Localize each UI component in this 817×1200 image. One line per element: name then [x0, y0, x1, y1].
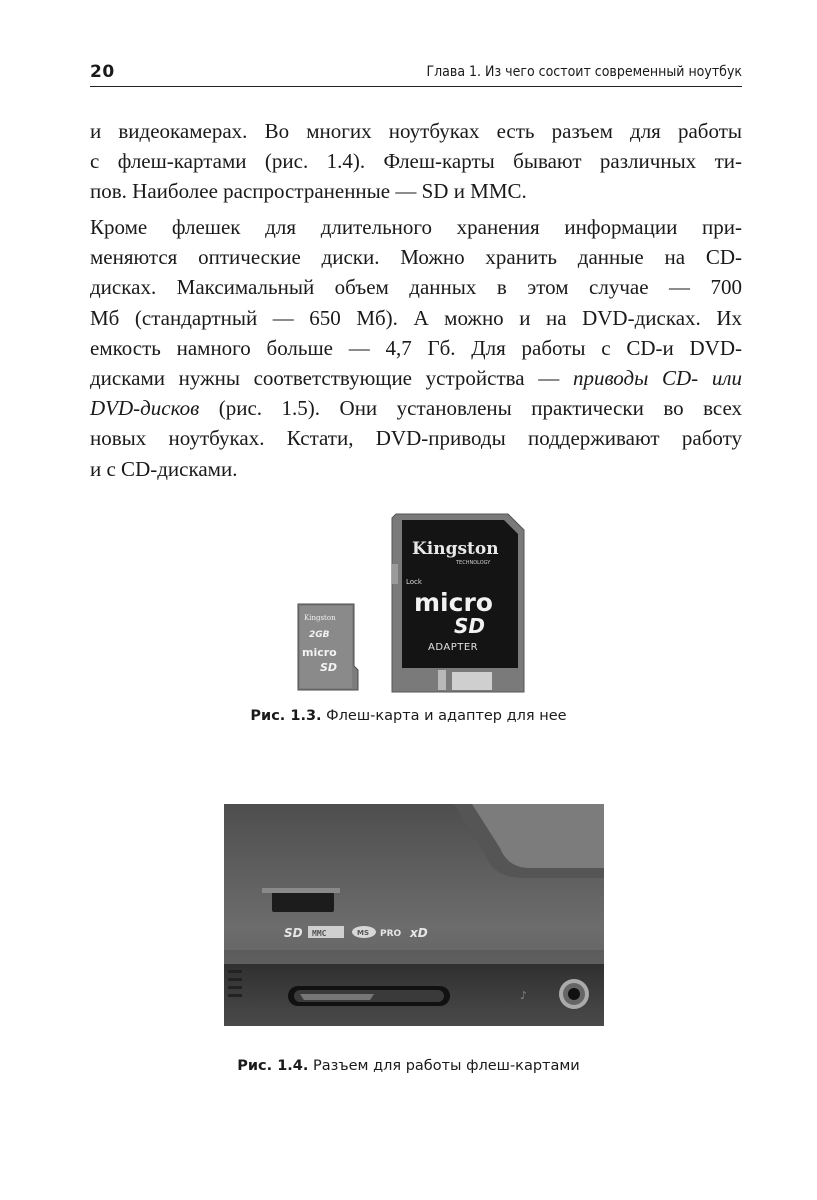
adapter-sd: SD	[454, 614, 486, 638]
paragraph-1	[90, 116, 742, 207]
pro-logo: PRO	[380, 929, 402, 939]
text-line	[90, 393, 742, 423]
text-line: Кроме флешек для длительного хранения информации при-	[90, 215, 742, 239]
text-line: и с CD-дисками.	[90, 456, 238, 481]
caption-text: Флеш-карта и адаптер для нее	[321, 708, 567, 724]
text-line: дисках. Максимальный объем данных в этом случае — 700	[90, 275, 742, 300]
memorystick-logo: MS	[357, 929, 370, 937]
text-line: новых ноутбуках. Кстати, DVD-приводы поддерживают работу	[90, 426, 742, 451]
card-reader-slot	[288, 986, 450, 1006]
adapter-brand-sub: TECHNOLOGY	[456, 560, 491, 566]
text-line: емкость намного больше — 4,7 Гб. Для работы с CD-и DVD-	[90, 335, 742, 360]
text-run: (рис. 1.5). Они установлены практически во всех	[199, 396, 742, 421]
adapter-micro: micro	[414, 588, 493, 617]
chapter-title: Глава 1. Из чего состоит современный ноутбук	[426, 64, 742, 80]
card-micro: micro	[302, 646, 337, 659]
lock-switch	[392, 564, 398, 584]
text-line: с флеш-картами (рис. 1.4). Флеш-карты бывают различных ти-	[90, 149, 742, 174]
card-reader-slot-photo	[224, 804, 604, 1026]
text-line	[90, 363, 742, 393]
sd-logo: SD	[284, 926, 303, 940]
figure-1-3-caption	[0, 708, 817, 724]
italic-term: DVD-дисков	[90, 396, 200, 421]
text-line: пов. Наиболее распространенные — SD и MMC.	[90, 179, 527, 204]
xd-logo: xD	[410, 926, 428, 940]
italic-term: приводы CD- или	[572, 366, 742, 391]
figure-1-4-caption	[0, 1058, 817, 1074]
headphone-icon: ♪	[520, 989, 528, 1002]
text-line: Мб (стандартный — 650 Мб). А можно и на DVD-дисках. Их	[90, 305, 742, 330]
microsd-card	[298, 604, 358, 690]
text-line: и видеокамерах. Во многих ноутбуках есть разъем для работы	[90, 119, 742, 143]
card-capacity: 2GB	[309, 630, 330, 640]
page-number: 20	[90, 62, 115, 82]
adapter-brand: Kingston	[412, 539, 499, 559]
adapter-label: ADAPTER	[428, 642, 479, 653]
caption-text: Разъем для работы флеш-картами	[308, 1058, 580, 1074]
paragraph-2	[90, 212, 742, 484]
running-header	[90, 62, 742, 87]
adapter-lock-label: Lock	[406, 578, 422, 586]
text-line: меняются оптические диски. Можно хранить данные на CD-	[90, 245, 742, 270]
flash-card-adapter-figure	[288, 508, 538, 694]
caption-label: Рис. 1.4.	[237, 1058, 309, 1074]
sd-adapter	[392, 514, 524, 692]
card-brand: Kingston	[304, 614, 336, 622]
mmc-logo: MMC	[312, 929, 327, 938]
text-run: дисками нужны соответствующие устройства —	[90, 366, 573, 391]
caption-label: Рис. 1.3.	[250, 708, 322, 724]
card-sd: SD	[320, 661, 338, 674]
